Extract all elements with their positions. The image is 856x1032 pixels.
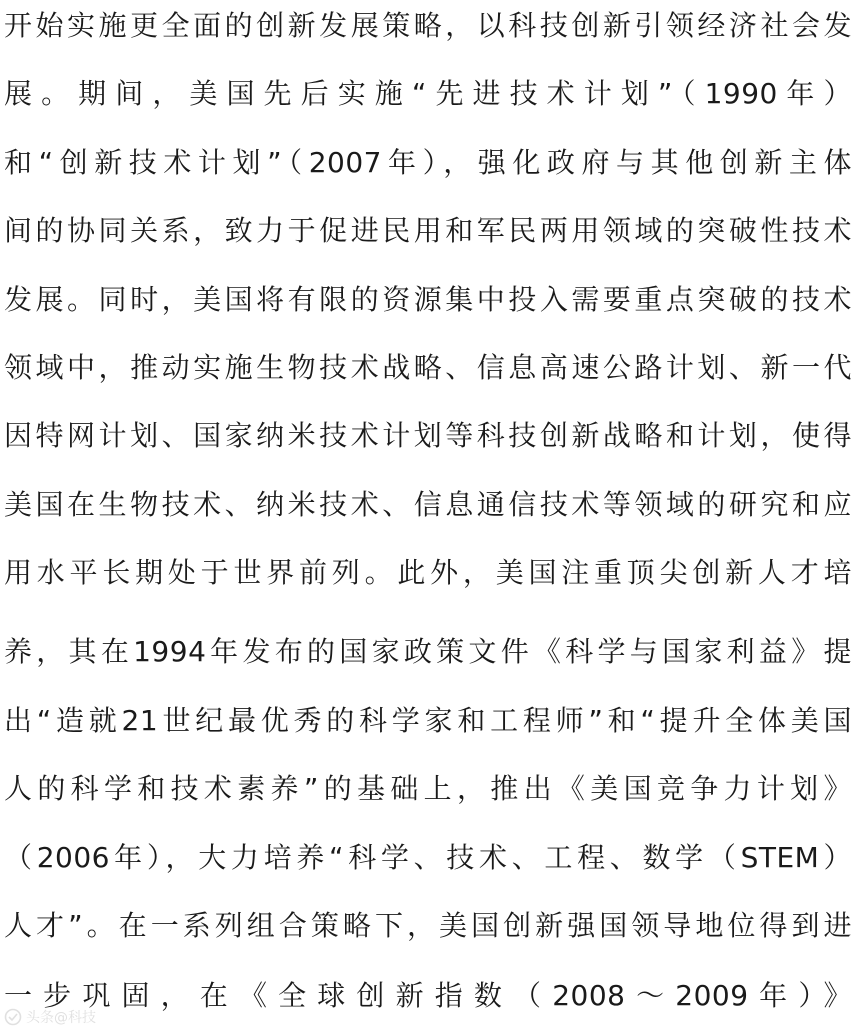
text-line: 人才”。在一系列组合策略下，美国创新强国领导地位得到进 xyxy=(4,909,852,942)
brand-logo-icon xyxy=(4,1008,22,1026)
text-line: 领域中，推动实施生物技术战略、信息高速公路计划、新一代 xyxy=(4,351,852,384)
text-line: 开始实施更全面的创新发展策略，以科技创新引领经济社会发 xyxy=(4,9,852,42)
text-line: 因特网计划、国家纳米技术计划等科技创新战略和计划，使得 xyxy=(4,419,852,452)
watermark xyxy=(4,1006,96,1028)
text-line: 养，其在1994年发布的国家政策文件《科学与国家利益》提 xyxy=(4,635,852,668)
text-line: 用水平长期处于世界前列。此外，美国注重顶尖创新人才培 xyxy=(4,556,852,589)
text-line: 和“创新技术计划”（2007年），强化政府与其他创新主体 xyxy=(4,146,852,179)
text-line: 出“造就21世纪最优秀的科学家和工程师”和“提升全体美国 xyxy=(4,704,852,737)
text-line: 发展。同时，美国将有限的资源集中投入需要重点突破的技术 xyxy=(4,283,852,316)
text-line: 人的科学和技术素养”的基础上，推出《美国竞争力计划》 xyxy=(4,772,852,805)
text-line: 一步巩固，在《全球创新指数（2008～2009年）》 xyxy=(4,979,852,1012)
text-line: （2006年），大力培养“科学、技术、工程、数学（STEM） xyxy=(4,841,852,874)
text-line: 美国在生物技术、纳米技术、信息通信技术等领域的研究和应 xyxy=(4,488,852,521)
text-line: 间的协同关系，致力于促进民用和军民两用领域的突破性技术 xyxy=(4,214,852,247)
text-line: 展。期间，美国先后实施“先进技术计划”（1990年） xyxy=(4,77,852,110)
watermark-text: 头条@科技 xyxy=(26,1010,96,1026)
